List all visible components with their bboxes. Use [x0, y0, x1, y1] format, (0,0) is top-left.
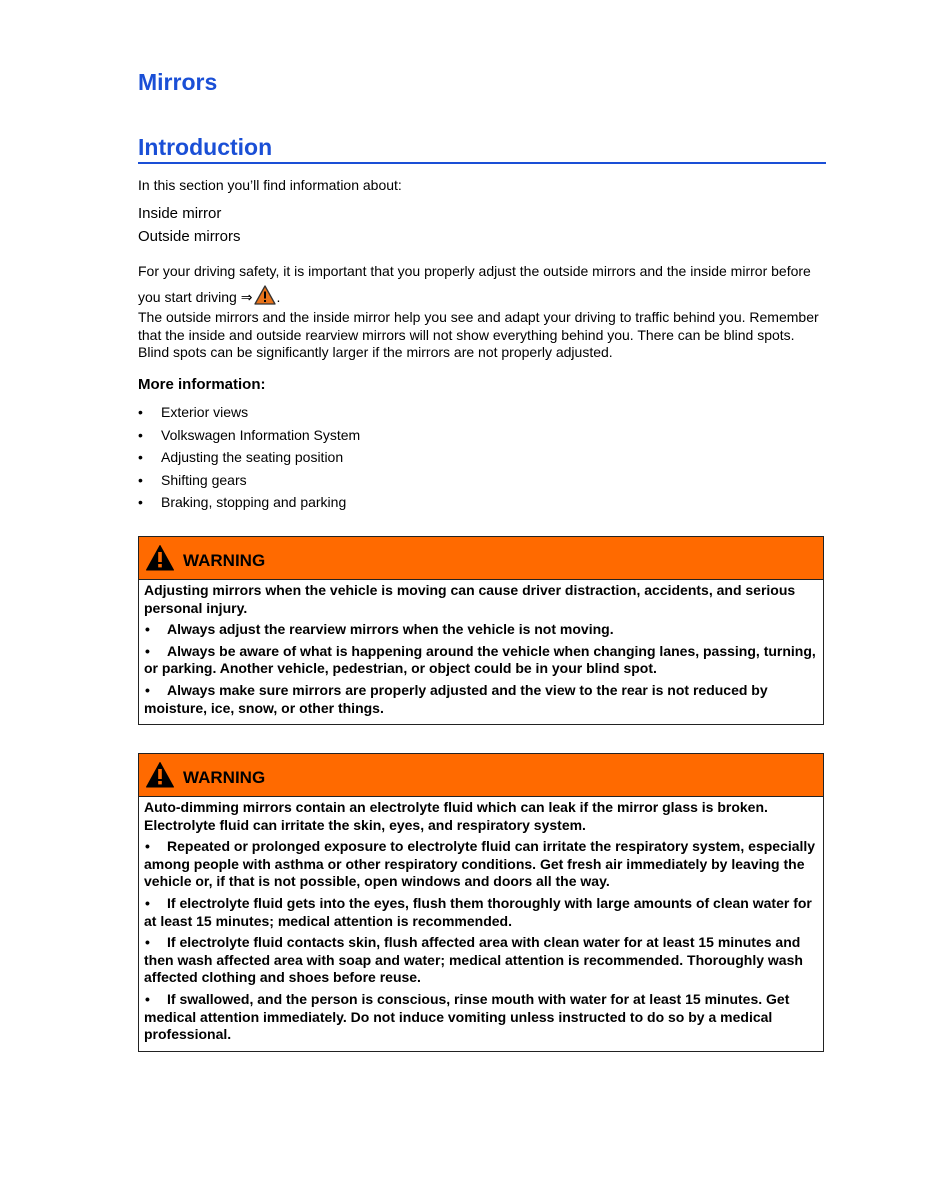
warning-bullet: • If electrolyte fluid gets into the eyes, flush them thoroughly with large amounts of clean water for at least 15 minutes; medical attention is recommended. — [144, 895, 818, 930]
warning-label: WARNING — [183, 768, 266, 787]
warning-exclamation-icon — [145, 761, 175, 789]
warning-bullet: • Always be aware of what is happening around the vehicle when changing lanes, passing, turning, or parking. Another vehicle, pedestrian, or object could be in your blind spot. — [144, 643, 818, 678]
topic-link-inside-mirror[interactable]: Inside mirror — [138, 205, 222, 222]
list-item[interactable]: • Shifting gears — [138, 469, 360, 492]
blind-spot-paragraph: The outside mirrors and the inside mirror help you see and adapt your driving to traffic behind you. Remember that the inside and outside rearview mirrors will not show everything behind you. There can be blind spots. Blind spots can be significantly larger if the mirrors are not properly adjusted. — [138, 309, 819, 360]
safety-paragraph-end: . — [276, 289, 281, 305]
bullet-icon: • — [138, 404, 143, 420]
intro-text: In this section you’ll find information about: — [138, 177, 402, 193]
safety-paragraph-text: For your driving safety, it is important that you properly adjust the outside mirrors and the inside mirror before you start driving ⇒ — [138, 263, 811, 305]
bullet-icon: • — [138, 449, 143, 466]
warning-body — [139, 797, 823, 1051]
warning-header — [139, 537, 823, 580]
more-info-heading: More information: — [138, 376, 266, 393]
list-item[interactable]: • Braking, stopping and parking — [138, 491, 360, 514]
warning-lead: Auto-dimming mirrors contain an electrolyte fluid which can leak if the mirror glass is broken. Electrolyte fluid can irritate the skin, eyes, and respiratory system. — [144, 799, 768, 833]
warning-lead: Adjusting mirrors when the vehicle is moving can cause driver distraction, accidents, and serious personal injury. — [144, 582, 796, 616]
list-item[interactable]: • Adjusting the seating position — [138, 446, 360, 469]
warning-bullet: • If swallowed, and the person is conscious, rinse mouth with water for at least 15 minutes. Get medical attention immediately. Do not induce vomiting unless instructed to do so by a medical professional. — [144, 991, 818, 1044]
safety-paragraph — [138, 258, 826, 313]
list-item[interactable]: • Volkswagen Information System — [138, 424, 360, 447]
list-item[interactable]: • Exterior views — [138, 401, 360, 424]
more-info-list — [138, 401, 360, 514]
topic-list — [138, 202, 241, 248]
warning-bullet: • Always adjust the rearview mirrors when the vehicle is not moving. — [144, 621, 818, 639]
warning-bullet: • If electrolyte fluid contacts skin, flush affected area with clean water for at least 15 minutes and then wash affected area with soap and water; medical attention is recommended. Thoroughly wash affected clothing and shoes before reuse. — [144, 934, 818, 987]
warning-bullet: • Always make sure mirrors are properly adjusted and the view to the rear is not reduced by moisture, ice, snow, or other things. — [144, 682, 818, 717]
warning-bullet: • Repeated or prolonged exposure to electrolyte fluid can irritate the respiratory system, especially among people with asthma or other respiratory conditions. Get fresh air immediately by leaving the vehicle or, if that is not possible, open windows and doors all the way. — [144, 838, 818, 891]
bullet-icon: • — [138, 426, 143, 443]
bullet-icon: • — [138, 471, 143, 488]
page-title: Mirrors — [138, 69, 218, 95]
warning-box-mirror-adjustment — [138, 536, 824, 725]
warning-body — [139, 580, 823, 724]
section-heading: Introduction — [138, 133, 826, 164]
warning-box-electrolyte-fluid — [138, 753, 824, 1052]
bullet-icon: • — [138, 494, 143, 511]
topic-link-outside-mirrors[interactable]: Outside mirrors — [138, 228, 241, 245]
warning-header — [139, 754, 823, 797]
warning-label: WARNING — [183, 551, 266, 570]
warning-exclamation-icon — [145, 544, 175, 572]
